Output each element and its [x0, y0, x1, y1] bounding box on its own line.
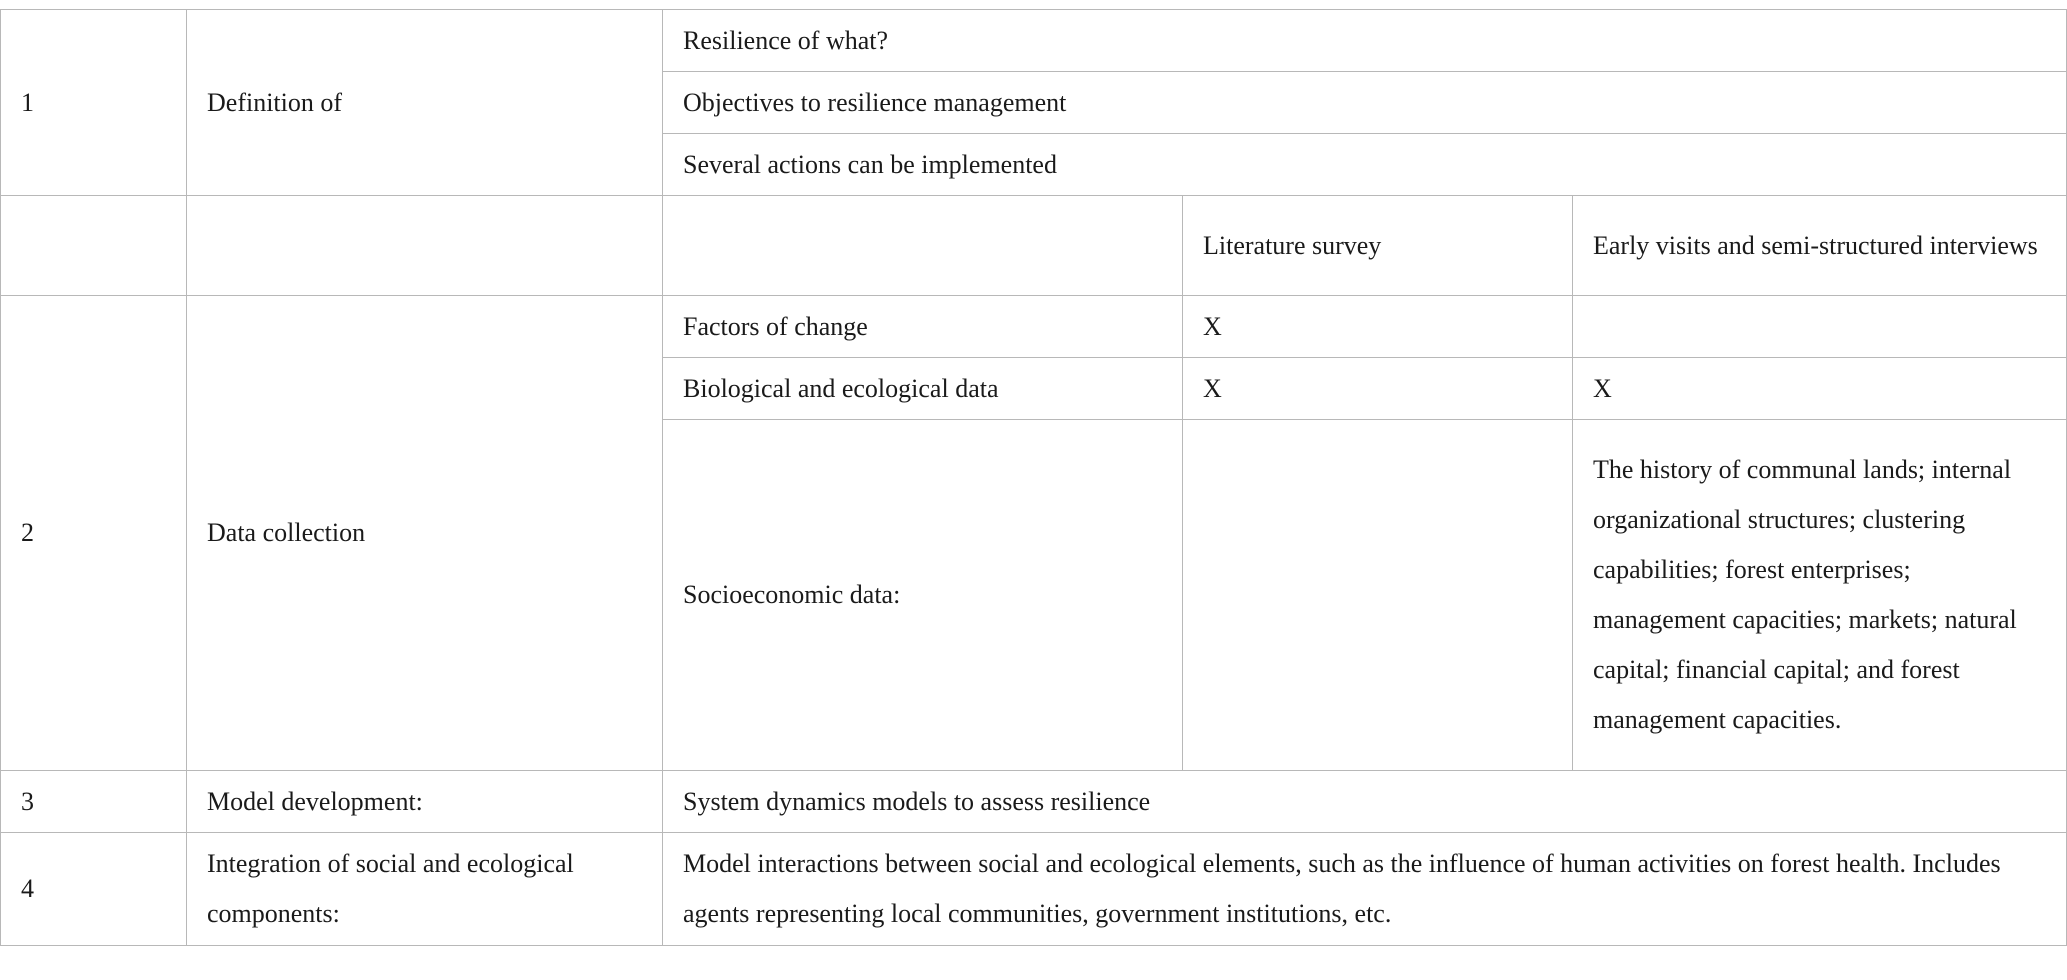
step-label-model-development: Model development: [187, 771, 663, 833]
model-development-description: System dynamics models to assess resilience [663, 771, 2067, 833]
socioeconomic-visits-detail: The history of communal lands; internal organizational structures; clustering capabilities; forest enterprises; management capacities; markets; natural capital; financial capital; and forest management capacities. [1573, 420, 2067, 771]
header-cell-empty-3 [663, 196, 1183, 296]
biological-literature-mark: X [1183, 358, 1573, 420]
definition-item-resilience-of-what: Resilience of what? [663, 10, 2067, 72]
step-label-definition: Definition of [187, 10, 663, 196]
integration-description: Model interactions between social and ecological elements, such as the influence of human activities on forest health. Includes agents representing local communities, government institutions, etc. [663, 833, 2067, 946]
step-number-2: 2 [1, 296, 187, 771]
factors-visits-mark [1573, 296, 2067, 358]
resilience-framework-table [0, 9, 2067, 946]
data-item-factors-of-change: Factors of change [663, 296, 1183, 358]
step-label-integration: Integration of social and ecological components: [187, 833, 663, 946]
table-row-definition-1 [1, 10, 2067, 72]
header-cell-empty-2 [187, 196, 663, 296]
table-row-integration [1, 833, 2067, 946]
socioeconomic-literature-mark [1183, 420, 1573, 771]
step-number-3: 3 [1, 771, 187, 833]
header-early-visits: Early visits and semi-structured interviews [1573, 196, 2067, 296]
table-row-model-development [1, 771, 2067, 833]
definition-item-actions: Several actions can be implemented [663, 134, 2067, 196]
step-number-4: 4 [1, 833, 187, 946]
biological-visits-mark: X [1573, 358, 2067, 420]
header-literature-survey: Literature survey [1183, 196, 1573, 296]
factors-literature-mark: X [1183, 296, 1573, 358]
step-label-data-collection: Data collection [187, 296, 663, 771]
definition-item-objectives: Objectives to resilience management [663, 72, 2067, 134]
step-number-1: 1 [1, 10, 187, 196]
data-item-biological: Biological and ecological data [663, 358, 1183, 420]
data-item-socioeconomic: Socioeconomic data: [663, 420, 1183, 771]
table-row-column-headers [1, 196, 2067, 296]
header-cell-empty-1 [1, 196, 187, 296]
table-row-factors-of-change [1, 296, 2067, 358]
